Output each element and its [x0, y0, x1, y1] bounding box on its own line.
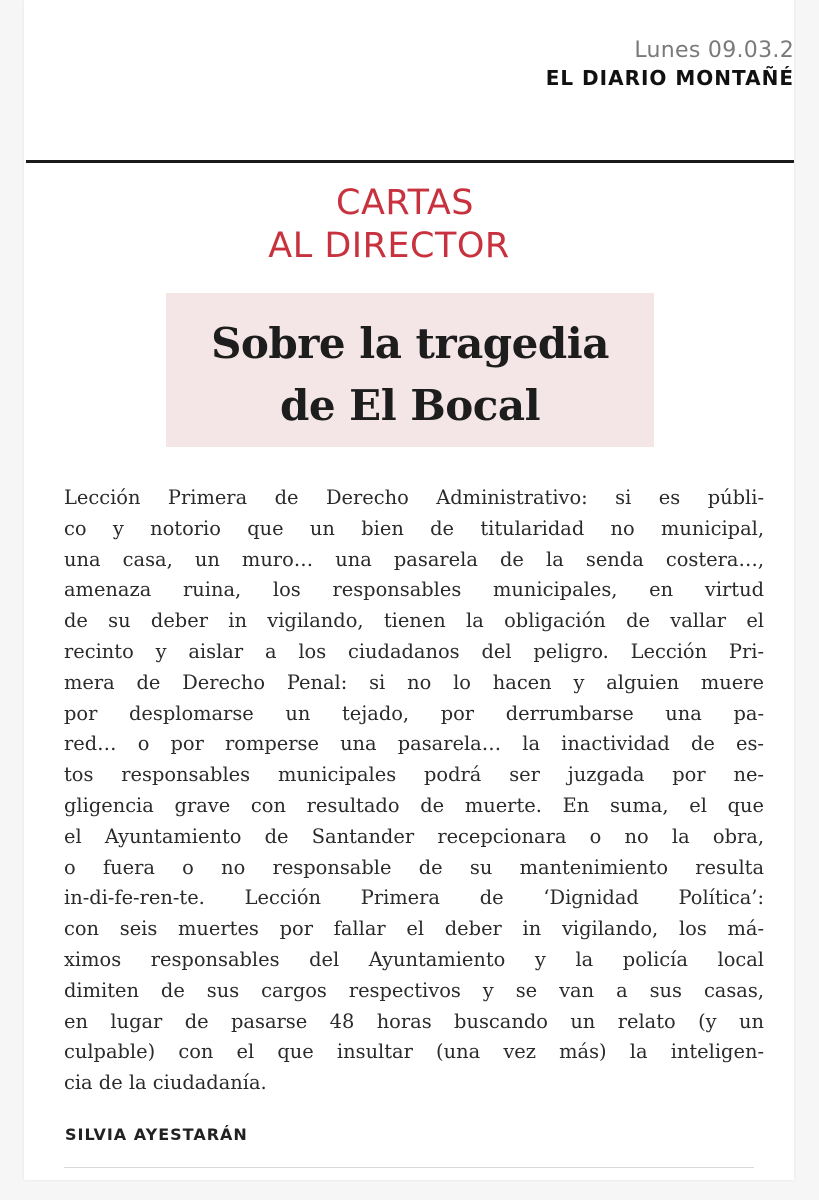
- body-line: o fuera o no responsable de su mantenimiento resulta: [64, 855, 764, 879]
- masthead-newspaper-name: EL DIARIO MONTAÑÉ: [545, 66, 794, 90]
- body-line: in-di-fe-ren-te. Lección Primera de ‘Dignidad Política’:: [64, 886, 764, 910]
- body-line: de su deber in vigilando, tienen la obligación de vallar el: [64, 609, 764, 633]
- body-line: Lección Primera de Derecho Administrativo: si es públi-: [64, 486, 764, 509]
- section-title-line-2: AL DIRECTOR: [268, 226, 510, 266]
- letter-body: [64, 483, 764, 1099]
- body-line: red… o por romperse una pasarela… la inactividad de es-: [64, 732, 764, 756]
- headline-line-2: de El Bocal: [279, 381, 541, 430]
- body-line: mera de Derecho Penal: si no lo hacen y alguien muere: [64, 670, 764, 694]
- body-line: una casa, un muro… una pasarela de la senda costera…,: [64, 547, 764, 571]
- bottom-divider: [64, 1167, 754, 1168]
- body-line: recinto y aislar a los ciudadanos del peligro. Lección Pri-: [64, 639, 764, 663]
- body-line: gligencia grave con resultado de muerte. En suma, el que: [64, 793, 764, 817]
- body-line: cia de la ciudadanía.: [64, 1071, 267, 1095]
- body-line: dimiten de sus cargos respectivos y se van a sus casas,: [64, 978, 764, 1002]
- body-line: co y notorio que un bien de titularidad no municipal,: [64, 516, 764, 540]
- body-line: culpable) con el que insultar (una vez más) la inteligen-: [64, 1040, 764, 1064]
- letter-signature: SILVIA AYESTARÁN: [65, 1125, 248, 1144]
- body-line: con seis muertes por fallar el deber in vigilando, los má-: [64, 917, 764, 941]
- body-line: ximos responsables del Ayuntamiento y la policía local: [64, 947, 764, 971]
- body-line: el Ayuntamiento de Santander recepcionara o no la obra,: [64, 824, 764, 848]
- headline-line-1: Sobre la tragedia: [211, 319, 609, 368]
- newspaper-clipping: [24, 0, 794, 1180]
- body-line: por desplomarse un tejado, por derrumbarse una pa-: [64, 701, 764, 725]
- masthead-date: Lunes 09.03.2: [634, 38, 794, 63]
- section-title-line-1: CARTAS: [336, 183, 474, 223]
- section-divider-rule: [26, 160, 794, 163]
- body-line: tos responsables municipales podrá ser juzgada por ne-: [64, 763, 764, 787]
- body-line: amenaza ruina, los responsables municipales, en virtud: [64, 578, 764, 602]
- body-line: en lugar de pasarse 48 horas buscando un relato (y un: [64, 1009, 764, 1033]
